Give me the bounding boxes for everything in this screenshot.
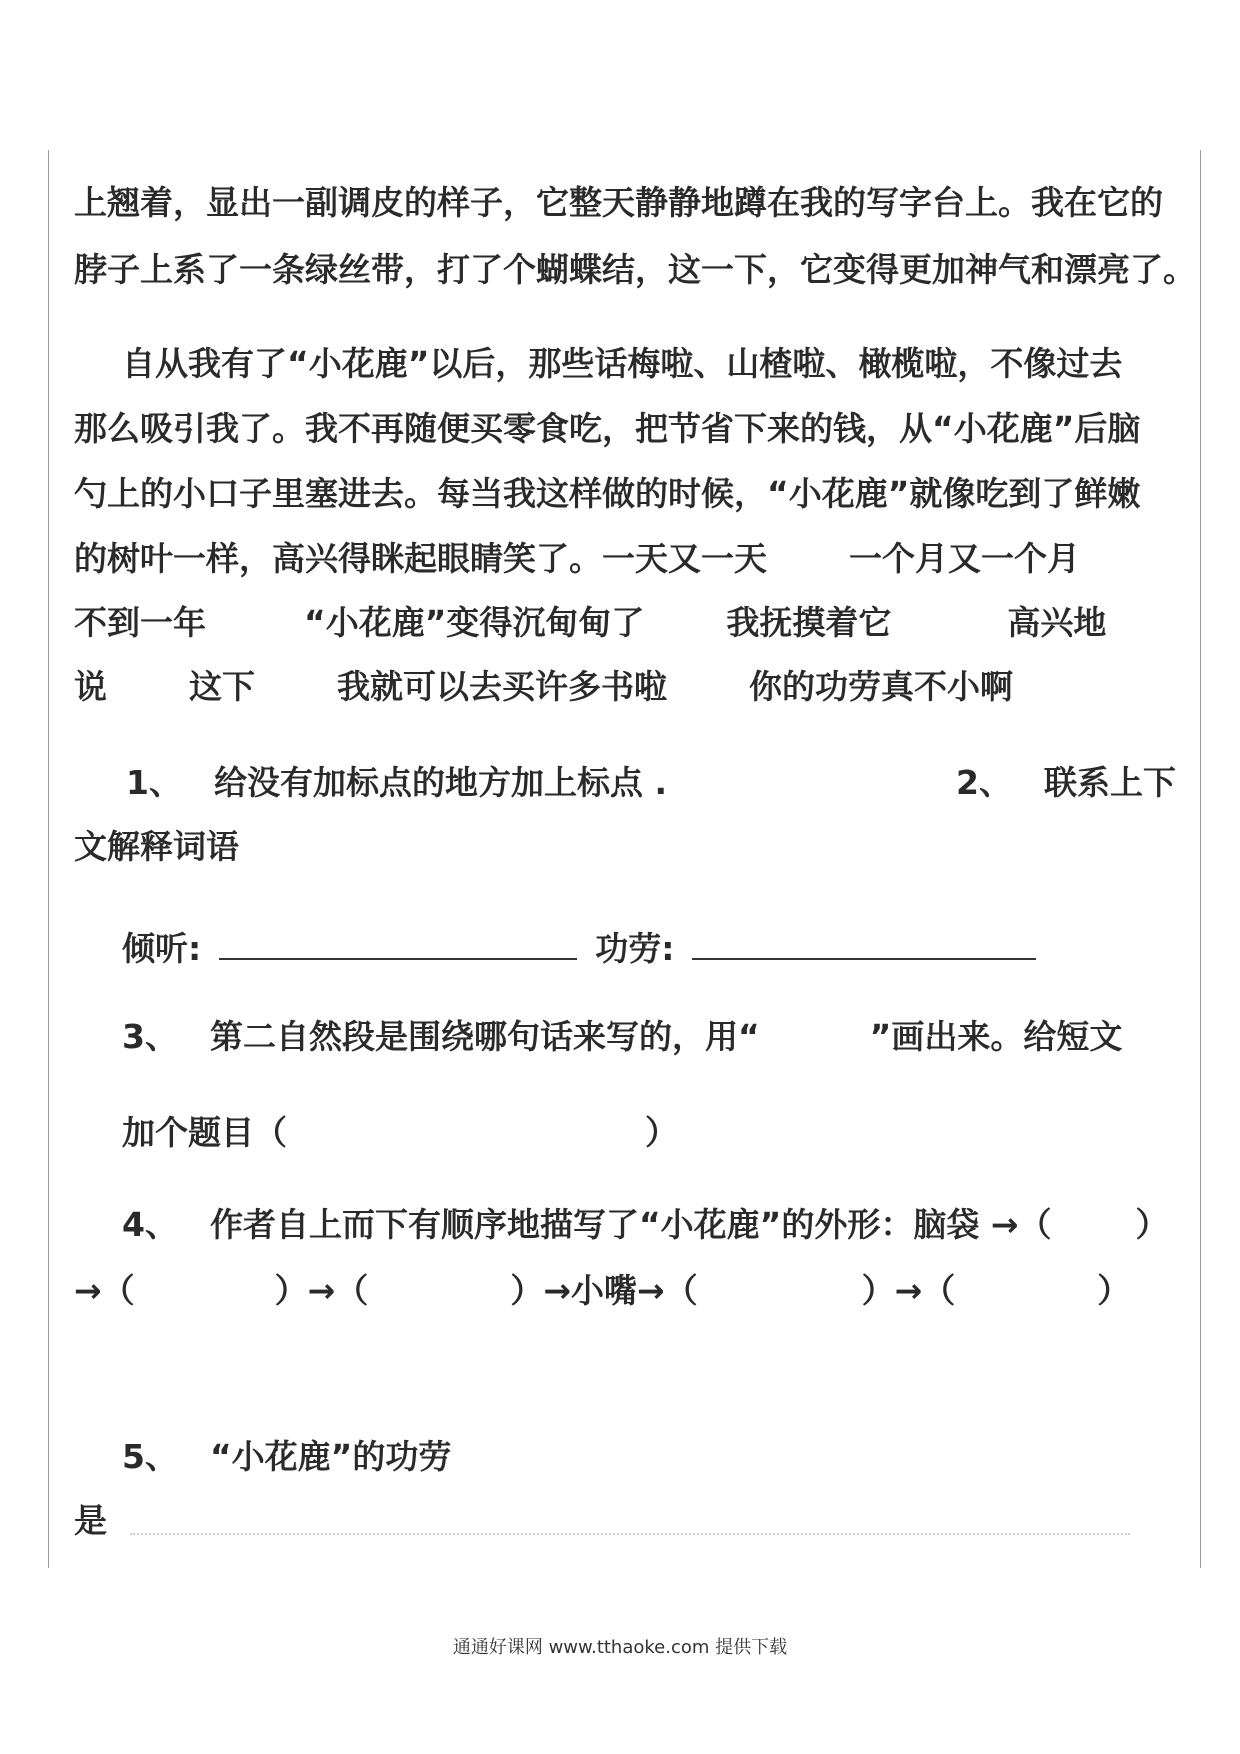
passage-line-6 xyxy=(74,539,1080,578)
mouth-arrow: ）→小嘴→（ xyxy=(510,1271,698,1310)
passage-line-7 xyxy=(74,603,1107,642)
passage-line-7-part-d: 高兴地 xyxy=(1007,603,1107,642)
word-definitions xyxy=(122,928,1036,968)
word-2-label: 功劳: xyxy=(595,929,675,968)
passage-line-8-part-c: 我就可以去买许多书啦 xyxy=(337,667,667,706)
passage-line-7-part-a: 不到一年 xyxy=(74,603,206,642)
question-1-number: 1、 xyxy=(126,763,182,802)
question-4 xyxy=(122,1205,1169,1244)
word-1-answer-line[interactable] xyxy=(219,928,577,960)
question-4-number: 4、 xyxy=(122,1205,178,1244)
passage-line-6-part-a: 的树叶一样，高兴得眯起眼睛笑了。一天又一天 xyxy=(74,539,767,578)
question-3-text-a: 第二自然段是围绕哪句话来写的，用“ xyxy=(209,1017,760,1056)
question-5-number: 5、 xyxy=(122,1437,178,1476)
question-3-text-d: ） xyxy=(645,1113,678,1152)
passage-line-7-part-b: “小花鹿”变得沉甸甸了 xyxy=(304,603,645,642)
passage-line-8 xyxy=(74,667,1013,706)
passage-line-2: 脖子上系了一条绿丝带，打了个蝴蝶结，这一下，它变得更加神气和漂亮了。 xyxy=(74,250,1196,289)
right-margin-rule xyxy=(1200,150,1201,1568)
question-5 xyxy=(122,1437,452,1476)
passage-line-8-part-d: 你的功劳真不小啊 xyxy=(749,667,1013,706)
question-3-text-b: ”画出来。给短文 xyxy=(869,1017,1123,1056)
question-4-close: ） xyxy=(1135,1205,1169,1244)
question-1 xyxy=(126,763,667,802)
passage-line-7-part-c: 我抚摸着它 xyxy=(726,603,892,642)
question-3-text-c: 加个题目（ xyxy=(122,1113,287,1152)
word-2-answer-line[interactable] xyxy=(692,928,1036,960)
question-3-number: 3、 xyxy=(122,1017,178,1056)
question-1-text: 给没有加标点的地方加上标点 . xyxy=(213,763,667,802)
paren-close: ） xyxy=(1097,1271,1131,1310)
passage-line-3: 自从我有了“小花鹿”以后，那些话梅啦、山楂啦、橄榄啦，不像过去 xyxy=(122,344,1123,383)
question-2-continued: 文解释词语 xyxy=(74,827,239,866)
arrow-open: ）→（ xyxy=(274,1271,369,1310)
passage-line-6-part-b: 一个月又一个月 xyxy=(849,539,1080,578)
passage-line-5: 勺上的小口子里塞进去。每当我这样做的时候，“小花鹿”就像吃到了鲜嫩 xyxy=(74,474,1141,513)
question-2 xyxy=(956,763,1176,802)
passage-line-1: 上翘着，显出一副调皮的样子，它整天静静地蹲在我的写字台上。我在它的 xyxy=(74,183,1163,222)
question-3-title-line xyxy=(122,1113,678,1152)
question-2-text-a: 联系上下 xyxy=(1043,763,1176,802)
passage-line-8-part-a: 说 xyxy=(74,667,107,706)
footer-credit: 通通好课网 www.tthaoke.com 提供下载 xyxy=(452,1637,788,1658)
word-1-label: 倾听: xyxy=(122,929,202,968)
question-3 xyxy=(122,1017,1123,1056)
question-4-sequence xyxy=(74,1271,1131,1310)
passage-line-8-part-b: 这下 xyxy=(189,667,255,706)
left-margin-rule xyxy=(48,150,49,1568)
arrow-open: ）→（ xyxy=(861,1271,956,1310)
passage-line-4: 那么吸引我了。我不再随便买零食吃，把节省下来的钱，从“小花鹿”后脑 xyxy=(74,409,1141,448)
question-2-number: 2、 xyxy=(956,763,1012,802)
arrow-open: →（ xyxy=(74,1271,135,1310)
question-5-answer-prefix: 是 xyxy=(74,1501,107,1540)
question-5-answer-line[interactable] xyxy=(130,1533,1130,1535)
question-4-text: 作者自上而下有顺序地描写了“小花鹿”的外形：脑袋 →（ xyxy=(209,1205,1052,1244)
question-5-text: “小花鹿”的功劳 xyxy=(209,1437,452,1476)
